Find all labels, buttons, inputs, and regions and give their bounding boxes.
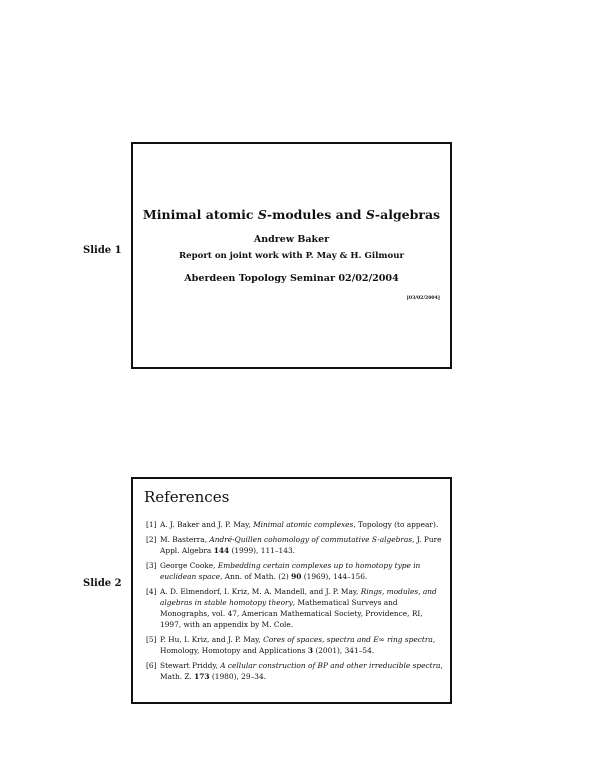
reference-number: [2] [146,535,157,544]
seminar-line: Aberdeen Topology Seminar 02/02/2004 [184,273,399,284]
slide-1-frame [131,142,452,369]
reference-text-part: 173 [194,672,210,681]
reference-text-part: , Ann. of Math. (2) [220,572,292,581]
reference-text-part: 3 [307,646,313,655]
slide-title [133,207,450,222]
references-heading: References [144,488,230,506]
reference-text-part: 90 [291,572,302,581]
reference-text-part: A cellular construction of BP and other irreducible spectra [220,661,441,670]
reference-text [160,519,444,530]
reference-text [160,634,444,656]
reference-number: [1] [146,520,157,529]
reference-text-part: A. J. Baker and J. P. May, [160,520,254,529]
reference-number: [5] [146,635,157,644]
reference-text-part: (2001), 341–54. [312,646,375,655]
title-part: -algebras [374,207,441,222]
reference-number: [6] [146,661,157,670]
reference-text-part: P. Hu, I. Kriz, and J. P. May, [160,635,264,644]
reference-text-part: , Mathematical Surveys and Monographs, vol. 47, American Mathematical Society, Providence, RI, 1997, with an appendix by M. Cole. [160,598,423,629]
reference-item [146,586,444,630]
reference-item [146,660,444,682]
reference-text-part: M. Basterra, [160,535,210,544]
reference-item [146,560,444,582]
reference-text-part: A. D. Elmendorf, I. Kriz, M. A. Mandell, and J. P. May, [160,587,361,596]
reference-text [160,586,444,630]
reference-text [160,560,444,582]
reference-text-part: 144 [213,546,230,555]
title-part: Minimal atomic [142,207,258,222]
references-list [146,519,444,686]
reference-text-part: (1999), 111–143. [229,546,296,555]
reference-text-part: Embedding certain complexes up to homotopy type in euclidean space [160,561,421,581]
reference-item [146,534,444,556]
slide-1-label: Slide 1 [83,245,122,256]
reference-item [146,634,444,656]
report-line: Report on joint work with P. May & H. Gilmour [178,251,404,261]
title-part-math: S [365,207,375,222]
reference-text-part: André-Quillen cohomology of commutative S-algebras [209,535,413,544]
reference-text-part: (1980), 29–34. [209,672,267,681]
reference-number: [3] [146,561,157,570]
reference-text-part: George Cooke, [160,561,218,570]
reference-number: [4] [146,587,157,596]
reference-text-part: Cores of spaces, spectra and E∞ ring spectra [263,635,433,644]
reference-text-part: Rings, modules, and algebras in stable homotopy theory [160,587,437,607]
reference-item [146,519,444,530]
slide-2-frame [131,477,452,704]
reference-text-part: , J. Pure Appl. Algebra [160,535,442,555]
title-part: -modules and [266,207,366,222]
reference-text [160,660,444,682]
reference-text [160,534,444,556]
reference-text-part: Minimal atomic complexes [253,520,354,529]
reference-text-part: (1969), 144–156. [301,572,368,581]
reference-text-part: , Homology, Homotopy and Applications [160,635,436,655]
date-stamp: [03/02/2004] [406,296,440,301]
author-name: Andrew Baker [253,234,330,245]
slide-2-label: Slide 2 [83,578,122,589]
reference-text-part: Stewart Priddy, [160,661,221,670]
title-part-math: S [257,207,267,222]
reference-text-part: , Topology (to appear). [353,520,439,529]
reference-text-part: , Math. Z. [160,661,443,681]
